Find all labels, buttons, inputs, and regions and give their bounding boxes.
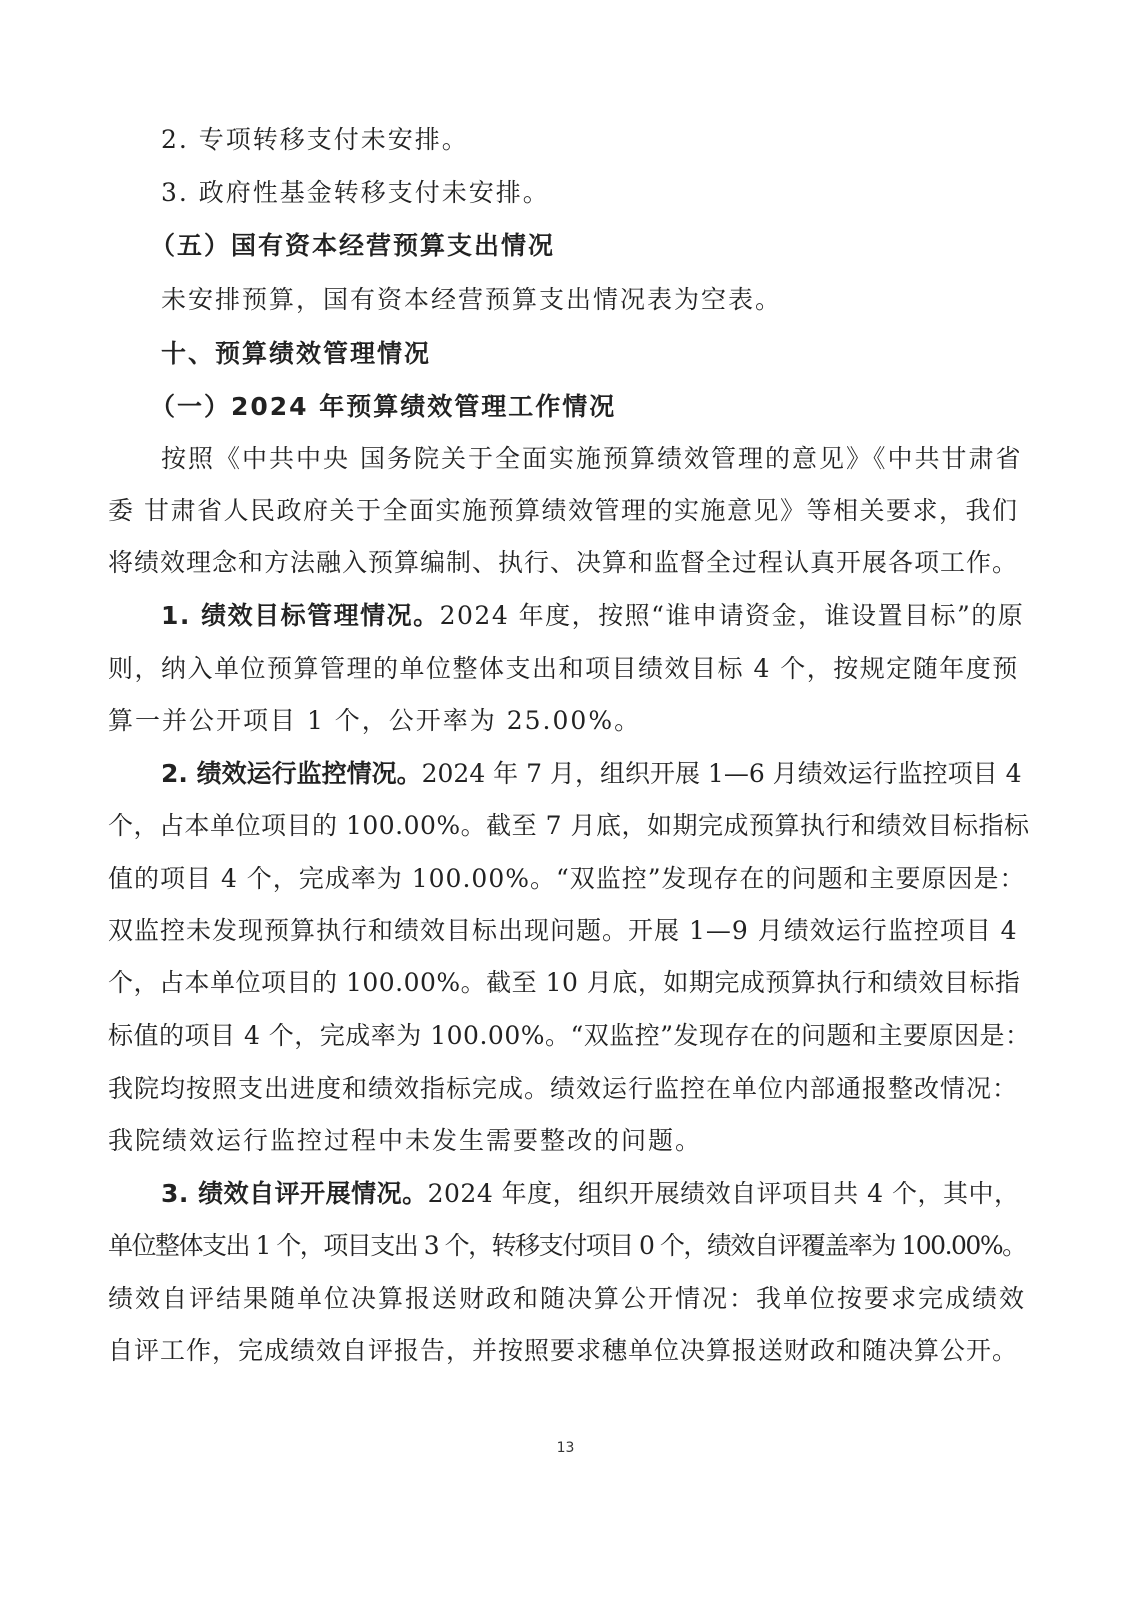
section-heading-1: （一）2024 年预算绩效管理工作情况 [150, 392, 617, 421]
paragraph-line [161, 1181, 1019, 1206]
paragraph-line: 值的项目 4 个，完成率为 100.00%。“双监控”发现存在的问题和主要原因是： [108, 864, 1026, 893]
paragraph-line: 我院均按照支出进度和绩效指标完成。绩效运行监控在单位内部通报整改情况： [108, 1074, 1019, 1103]
page-number: 13 [556, 1440, 575, 1456]
paragraph-item-3: 3. 政府性基金转移支付未安排。 [161, 178, 550, 207]
paragraph-line: 按照《中共中央 国务院关于全面实施预算绩效管理的意见》《中共甘肃省 [161, 444, 1023, 473]
paragraph-line: 将绩效理念和方法融入预算编制、执行、决算和监督全过程认真开展各项工作。 [108, 548, 1019, 577]
paragraph-line: 个，占本单位项目的 100.00%。截至 7 月底，如期完成预算执行和绩效目标指标 [108, 811, 1030, 840]
paragraph-line: 我院绩效运行监控过程中未发生需要整改的问题。 [108, 1126, 703, 1155]
item-heading-3: 3. 绩效自评开展情况。 [161, 1179, 428, 1208]
item-heading-2: 2. 绩效运行监控情况。 [161, 759, 422, 788]
item-text: 2024 年 7 月，组织开展 1—6 月绩效运行监控项目 4 [421, 759, 1022, 788]
paragraph-line: 绩效自评结果随单位决算报送财政和随决算公开情况：我单位按要求完成绩效 [108, 1284, 1027, 1313]
section-heading-5: （五）国有资本经营预算支出情况 [150, 231, 556, 260]
paragraph-item-2: 2. 专项转移支付未安排。 [161, 125, 469, 154]
paragraph-line: 个，占本单位项目的 100.00%。截至 10 月底，如期完成预算执行和绩效目标指 [108, 968, 1021, 997]
paragraph-line: 标值的项目 4 个，完成率为 100.00%。“双监控”发现存在的问题和主要原因是： [108, 1021, 1031, 1050]
paragraph-line [161, 603, 1024, 628]
paragraph-line: 委 甘肃省人民政府关于全面实施预算绩效管理的实施意见》等相关要求，我们 [108, 496, 1019, 525]
paragraph-line: 双监控未发现预算执行和绩效目标出现问题。开展 1—9 月绩效运行监控项目 4 [108, 916, 1018, 945]
item-text: 2024 年度，组织开展绩效自评项目共 4 个，其中， [427, 1179, 1020, 1208]
paragraph-line: 单位整体支出 1 个，项目支出 3 个，转移支付项目 0 个，绩效自评覆盖率为 100.00%。 [108, 1231, 1026, 1260]
paragraph-line: 算一并公开项目 1 个，公开率为 25.00%。 [108, 706, 642, 735]
item-heading-1: 1. 绩效目标管理情况。 [161, 601, 440, 630]
item-text: 2024 年度，按照“谁申请资金，谁设置目标”的原 [439, 601, 1025, 630]
paragraph-line [161, 761, 1022, 786]
chapter-heading-10: 十、预算绩效管理情况 [161, 339, 432, 368]
paragraph-line: 则，纳入单位预算管理的单位整体支出和项目绩效目标 4 个，按规定随年度预 [108, 654, 1019, 683]
paragraph-text: 未安排预算，国有资本经营预算支出情况表为空表。 [161, 285, 783, 314]
paragraph-line: 自评工作，完成绩效自评报告，并按照要求穗单位决算报送财政和随决算公开。 [108, 1336, 1019, 1365]
